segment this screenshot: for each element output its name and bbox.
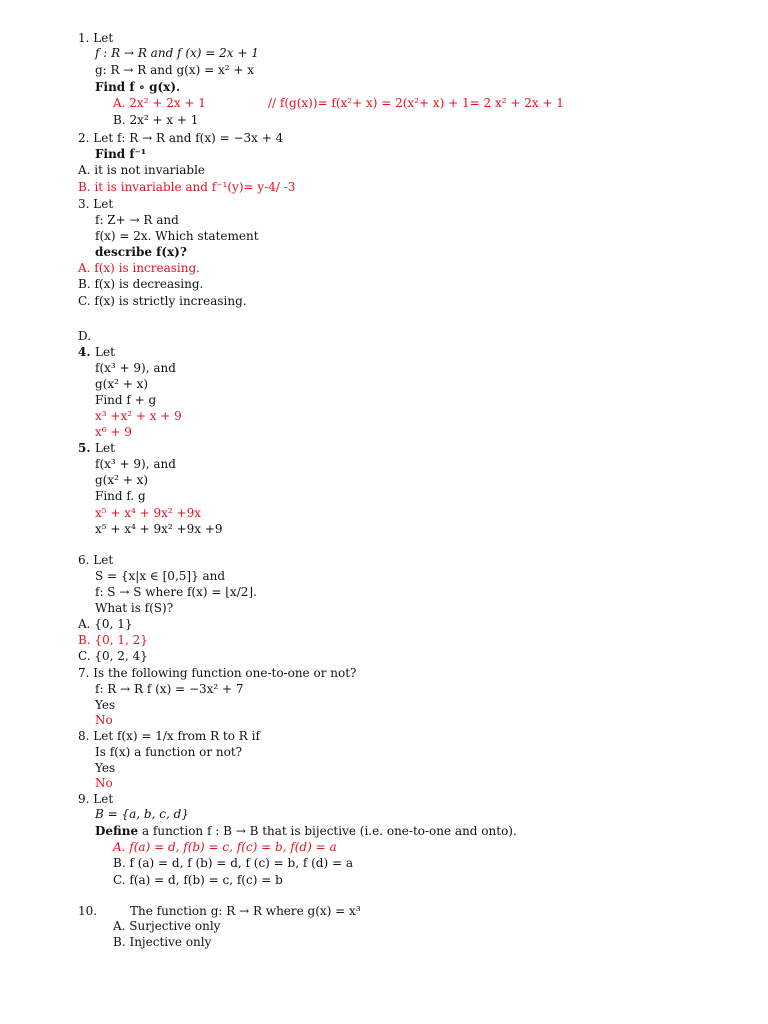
q1-f-definition: f : R → R and f (x) = 2x + 1 xyxy=(95,46,259,60)
q8-number: 8. Let f(x) = 1/x from R to R if xyxy=(78,729,260,743)
q2-number: 2. Let f: R → R and f(x) = −3x + 4 xyxy=(78,131,284,145)
q3-number: 3. Let xyxy=(78,197,114,211)
q3-option-c: C. f(x) is strictly increasing. xyxy=(78,294,247,308)
q4-f: f(x³ + 9), and xyxy=(95,361,176,375)
q6-option-c: C. {0, 2, 4} xyxy=(78,649,148,663)
q2-option-b: B. it is invariable and f⁻¹(y)= y-4/ -3 xyxy=(78,180,296,194)
q10-option-b: B. Injective only xyxy=(113,935,212,949)
q4-answer-1: x³ +x² + x + 9 xyxy=(95,409,182,423)
q4-g: g(x² + x) xyxy=(95,377,149,391)
q1-number: 1. Let xyxy=(78,31,114,45)
q1-prompt: Find f ∘ g(x). xyxy=(95,80,181,94)
q7-yes: Yes xyxy=(95,698,116,712)
q7-function: f: R → R f (x) = −3x² + 7 xyxy=(95,682,244,696)
q7-no: No xyxy=(95,713,113,727)
q2-prompt: Find f⁻¹ xyxy=(95,147,147,161)
q3-option-d: D. xyxy=(78,329,92,343)
q9-define xyxy=(95,824,517,839)
q4-number: 4. xyxy=(78,345,91,359)
q5-f: f(x³ + 9), and xyxy=(95,457,176,471)
q1-option-a: A. 2x² + 2x + 1 xyxy=(113,96,206,110)
q9-number: 9. Let xyxy=(78,792,114,806)
q10-option-a: A. Surjective only xyxy=(113,919,221,933)
q3-prompt: describe f(x)? xyxy=(95,245,187,259)
q1-working: // f(g(x))= f(x²+ x) = 2(x²+ x) + 1= 2 x² + 2x + 1 xyxy=(268,96,564,110)
q9-option-c: C. f(a) = d, f(b) = c, f(c) = b xyxy=(113,873,283,887)
q6-option-b: B. {0, 1, 2} xyxy=(78,633,148,647)
q4-let: Let xyxy=(95,345,115,359)
q8-question: Is f(x) a function or not? xyxy=(95,745,243,759)
q3-option-b: B. f(x) is decreasing. xyxy=(78,277,204,291)
q3-function: f(x) = 2x. Which statement xyxy=(95,229,259,243)
q9-set: B = {a, b, c, d} xyxy=(95,807,189,821)
q4-answer-2: x⁶ + 9 xyxy=(95,425,132,439)
q10-function: The function g: R → R where g(x) = x³ xyxy=(130,904,361,918)
q2-option-a: A. it is not invariable xyxy=(78,163,206,177)
q5-number: 5. xyxy=(78,441,91,455)
q3-domain: f: Z+ → R and xyxy=(95,213,179,227)
q8-yes: Yes xyxy=(95,761,116,775)
q5-answer-2: x⁵ + x⁴ + 9x² +9x +9 xyxy=(95,522,223,536)
q5-prompt: Find f. g xyxy=(95,489,146,503)
q6-prompt: What is f(S)? xyxy=(95,601,174,615)
q6-option-a: A. {0, 1} xyxy=(78,617,133,631)
q4-prompt: Find f + g xyxy=(95,393,157,407)
q6-set: S = {x|x ∈ [0,5]} and xyxy=(95,569,226,583)
q1-option-b: B. 2x² + x + 1 xyxy=(113,113,199,127)
q5-answer-1: x⁵ + x⁴ + 9x² +9x xyxy=(95,506,202,520)
q9-option-a: A. f(a) = d, f(b) = c, f(c) = b, f(d) = a xyxy=(113,840,337,854)
q5-g: g(x² + x) xyxy=(95,473,149,487)
q5-let: Let xyxy=(95,441,115,455)
q10-number: 10. xyxy=(78,904,98,918)
q9-define-keyword: Define xyxy=(95,824,139,838)
q9-option-b: B. f (a) = d, f (b) = d, f (c) = b, f (d) = a xyxy=(113,856,353,870)
q9-define-text: a function f : B → B that is bijective (i.e. one-to-one and onto). xyxy=(138,824,517,838)
q3-option-a: A. f(x) is increasing. xyxy=(78,261,200,275)
q7-number: 7. Is the following function one-to-one or not? xyxy=(78,666,357,680)
q6-number: 6. Let xyxy=(78,553,114,567)
q6-function: f: S → S where f(x) = ⌊x/2⌋. xyxy=(95,585,257,599)
q1-g-definition: g: R → R and g(x) = x² + x xyxy=(95,63,255,77)
q8-no: No xyxy=(95,776,113,790)
